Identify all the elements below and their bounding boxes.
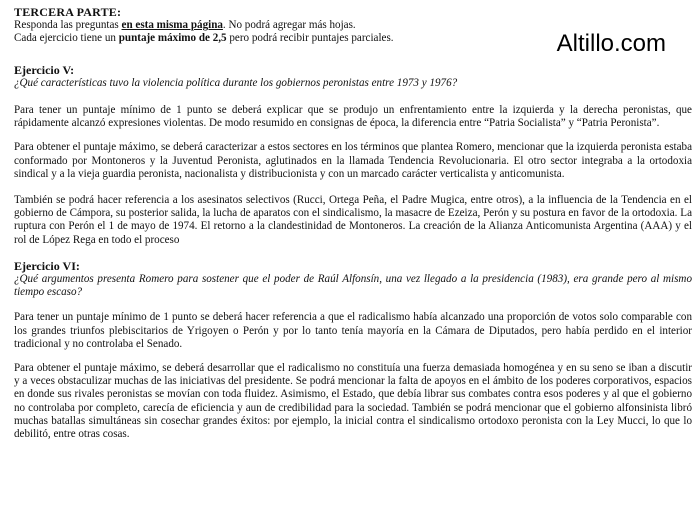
exercise-6-paragraph-2: Para obtener el puntaje máximo, se deberá desarrollar que el radicalismo no constituía una fuerza demasiada homogénea y en su seno se iban a discutir y a veces obstaculizar muchas de las iniciativas del presidente. Se podrá mencionar la falta de apoyos en el ámbito de los poderes corporativos, espacios en donde sus rivales peronistas se movían con toda fluidez. Asimismo, el Estado, que debía librar sus combates contra esos poderes y al que el gobierno no controlaba por completo, carecía de eficiencia y aun de credibilidad para la sociedad. También se podrá mencionar que el gobierno alfonsinista libró muchas batallas simultáneas sin cosechar grandes éxitos: por ejemplo, la inicial contra el sindicalismo ortodoxo peronista con la Ley Mucci, lo que lo debilitó, entre otras cosas. [14, 362, 692, 441]
section-title: TERCERA PARTE: [14, 5, 122, 19]
exercise-6-paragraph-1: Para tener un puntaje mínimo de 1 punto se deberá hacer referencia a que el radicalismo había alcanzado una proporción de votos solo comparable con los grandes triunfos plebiscitarios de Yrigoyen o Perón y por lo tanto tenía mayoría en la Cámara de Diputados, pero había perdido en el interior tradicional y no controlaba el Senado. [14, 311, 692, 350]
exercise-6-title: Ejercicio VI: [14, 258, 80, 273]
exercise-5-paragraph-3: También se podrá hacer referencia a los asesinatos selectivos (Rucci, Ortega Peña, el Padre Mugica, entre otros), a la influencia de la Tendencia en el gobierno de Cámpora, su posterior salida, la lucha de aparatos con el sindicalismo, la masacre de Ezeiza, Perón y su postura en favor de la ortodoxia. La ruptura con Perón el 1 de mayo de 1974. El retorno a la clandestinidad de Montoneros. La creación de la Alianza Anticomunista Argentina (AAA) y el rol de López Rega en todo el proceso [14, 194, 692, 246]
instructions-text: . No podrá agregar más hojas. [222, 19, 356, 32]
instructions-line-1 [14, 19, 692, 32]
instructions-emphasis: puntaje máximo de 2,5 [118, 32, 227, 45]
watermark-logo: Altillo.com [556, 30, 666, 57]
instructions-emphasis: en esta misma página [121, 19, 223, 32]
exercise-5-question: ¿Qué características tuvo la violencia política durante los gobiernos peronistas entre 1973 y 1976? [14, 76, 458, 89]
instructions-text: Responda las preguntas [14, 19, 122, 32]
exercise-5-paragraph-2: Para obtener el puntaje máximo, se deberá caracterizar a estos sectores en los términos que plantea Romero, mencionar que la izquierda peronista estaba conformado por Montoneros y la Juventud Peronista, aglutinados en la llamada Tendencia Revolucionaria. El otro sector integraba a la ortodoxia sindical y a la vieja guardia peronista, nacionalista y distribucionista y con un marcado carácter verticalista y anticomunista. [14, 141, 692, 180]
document-page [14, 6, 692, 441]
instructions-line-2 [14, 32, 692, 45]
instructions-text: Cada ejercicio tiene un [14, 32, 119, 45]
instructions-text: pero podrá recibir puntajes parciales. [226, 32, 394, 45]
exercise-5-title: Ejercicio V: [14, 62, 75, 77]
exercise-6-question: ¿Qué argumentos presenta Romero para sostener que el poder de Raúl Alfonsín, una vez llegado a la presidencia (1983), era grande pero al mismo tiempo escaso? [14, 273, 692, 299]
exercise-5-paragraph-1: Para tener un puntaje mínimo de 1 punto se deberá explicar que se produjo un enfrentamiento entre la izquierda y la derecha peronistas, que rápidamente alcanzó expresiones violentas. De modo resumido en consignas de época, la diferencia entre “Patria Socialista” y “Patria Peronista”. [14, 104, 692, 130]
